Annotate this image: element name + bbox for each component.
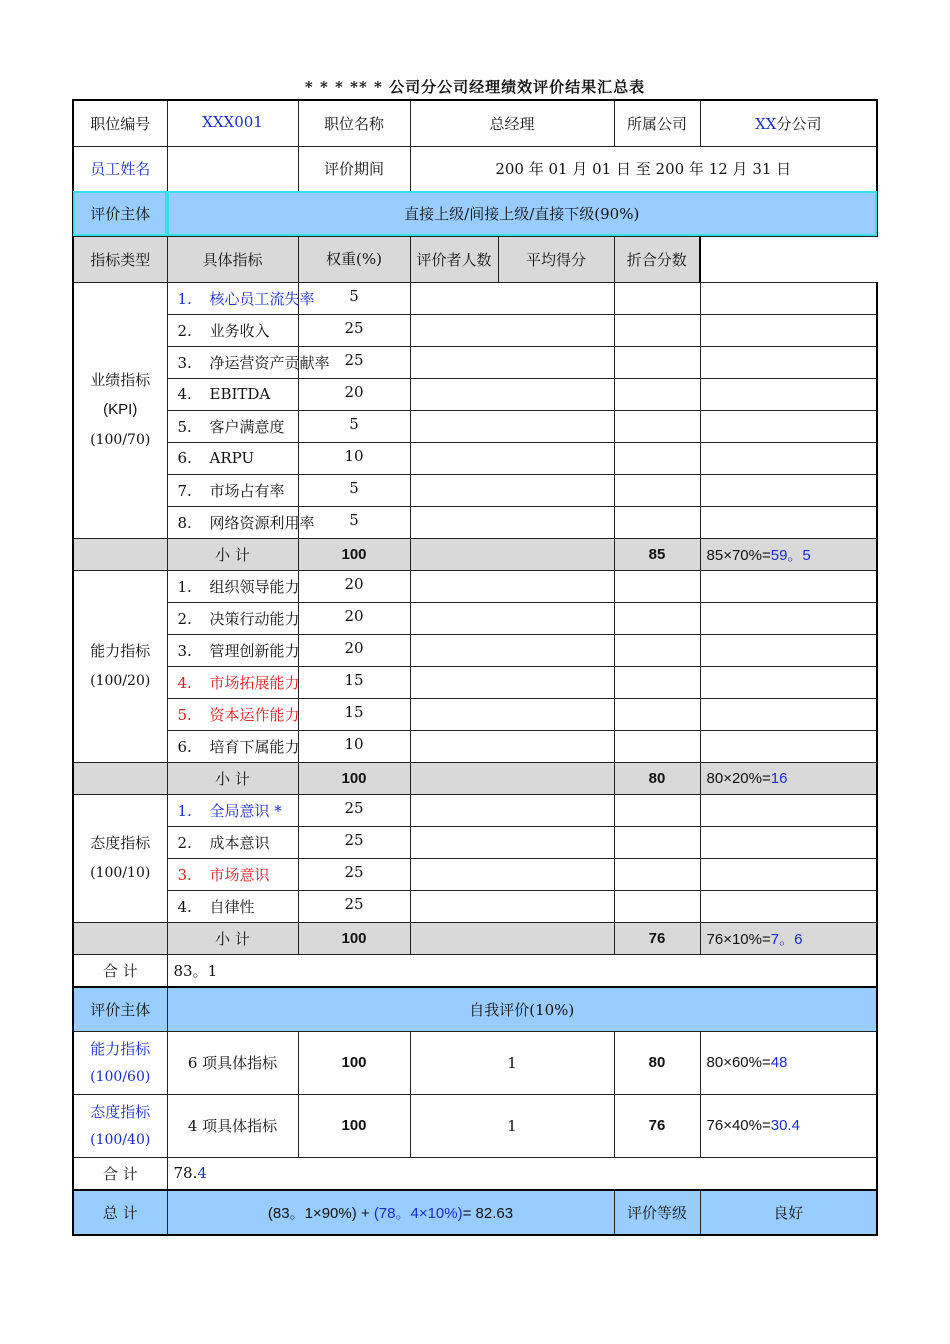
kpi-indicator bbox=[167, 378, 298, 410]
grand-formula-b: (78。4×10%) bbox=[373, 1205, 463, 1222]
company-value-suffix: 分公司 bbox=[776, 114, 822, 133]
column-header-row bbox=[73, 236, 877, 282]
kpi-avg bbox=[614, 506, 700, 538]
ability-raters bbox=[410, 570, 614, 602]
total1-row bbox=[73, 954, 877, 987]
ability-avg bbox=[614, 634, 700, 666]
attitude-avg bbox=[614, 890, 700, 922]
document-title: * * * ** * 公司分公司经理绩效评价结果汇总表 bbox=[304, 78, 646, 96]
section1-subject-label: 评价主体 bbox=[73, 191, 167, 236]
col-weight: 权重(%) bbox=[298, 236, 410, 282]
attitude-subtotal-blank bbox=[73, 922, 167, 954]
kpi-indicator bbox=[167, 314, 298, 346]
kpi-subtotal-result: 59。5 bbox=[770, 546, 811, 564]
kpi-converted bbox=[700, 282, 877, 314]
attitude-subtotal-formula: 76×10%= bbox=[706, 930, 771, 948]
grand-formula-a: (83。1×90%) + bbox=[267, 1205, 374, 1222]
kpi-converted bbox=[700, 346, 877, 378]
attitude-subtotal-row bbox=[73, 922, 877, 954]
kpi-subtotal-blank bbox=[73, 538, 167, 570]
kpi-row bbox=[73, 506, 877, 538]
attitude-indicator-number: 4. bbox=[177, 897, 192, 916]
ability-row bbox=[73, 666, 877, 698]
kpi-indicator-name: 业务收入 bbox=[209, 321, 270, 340]
ability-indicator-number: 5. bbox=[177, 705, 192, 724]
kpi-indicator-name: 客户满意度 bbox=[209, 417, 285, 436]
self-eval-row bbox=[73, 1094, 877, 1157]
employee-name-value bbox=[167, 146, 298, 191]
ability-weight: 10 bbox=[298, 730, 410, 762]
ability-weight: 15 bbox=[298, 666, 410, 698]
ability-indicator-number: 1. bbox=[177, 577, 192, 596]
company-value-prefix: XX bbox=[755, 114, 777, 133]
ability-raters bbox=[410, 602, 614, 634]
self-result: 30.4 bbox=[770, 1117, 800, 1134]
attitude-indicator-number: 1. bbox=[177, 801, 192, 820]
ability-indicator-name: 资本运作能力 bbox=[209, 705, 300, 724]
self-eval-row bbox=[73, 1031, 877, 1094]
attitude-subtotal-avg: 76 bbox=[614, 922, 700, 954]
attitude-row bbox=[73, 826, 877, 858]
ability-row bbox=[73, 698, 877, 730]
self-desc: 6 项具体指标 bbox=[167, 1031, 298, 1094]
self-desc: 4 项具体指标 bbox=[167, 1094, 298, 1157]
kpi-weight: 5 bbox=[298, 282, 410, 314]
kpi-avg bbox=[614, 442, 700, 474]
attitude-indicator-name: 全局意识 * bbox=[209, 801, 282, 820]
total2-label: 合 计 bbox=[73, 1157, 167, 1190]
self-avg: 76 bbox=[614, 1094, 700, 1157]
kpi-weight: 25 bbox=[298, 346, 410, 378]
kpi-type-cell bbox=[73, 282, 167, 538]
attitude-raters bbox=[410, 890, 614, 922]
attitude-row bbox=[73, 794, 877, 826]
ability-subtotal-blank bbox=[73, 762, 167, 794]
attitude-indicator-name: 成本意识 bbox=[209, 833, 270, 852]
kpi-indicator-number: 2. bbox=[177, 321, 192, 340]
attitude-type-ratio: (100/10) bbox=[90, 865, 151, 881]
attitude-subtotal-result: 7。6 bbox=[770, 930, 803, 948]
ability-indicator-name: 培育下属能力 bbox=[209, 737, 300, 756]
kpi-converted bbox=[700, 410, 877, 442]
ability-row bbox=[73, 634, 877, 666]
kpi-type-ratio: (100/70) bbox=[90, 432, 151, 448]
attitude-indicator-name: 自律性 bbox=[209, 897, 255, 916]
self-type-name: 能力指标 bbox=[90, 1039, 151, 1058]
grand-formula-c: = 82.63 bbox=[462, 1205, 514, 1222]
kpi-indicator-name: ARPU bbox=[209, 449, 255, 467]
attitude-avg bbox=[614, 826, 700, 858]
ability-subtotal-converted bbox=[700, 762, 877, 794]
kpi-weight: 5 bbox=[298, 410, 410, 442]
grand-total-label: 总 计 bbox=[73, 1190, 167, 1235]
kpi-subtotal-row bbox=[73, 538, 877, 570]
attitude-row bbox=[73, 858, 877, 890]
attitude-converted bbox=[700, 858, 877, 890]
kpi-indicator-number: 7. bbox=[177, 481, 192, 500]
kpi-raters bbox=[410, 378, 614, 410]
kpi-indicator-name: EBITDA bbox=[209, 385, 271, 403]
self-formula: 80×60%= bbox=[706, 1054, 771, 1071]
ability-indicator bbox=[167, 634, 298, 666]
ability-converted bbox=[700, 666, 877, 698]
kpi-row bbox=[73, 378, 877, 410]
kpi-indicator-number: 6. bbox=[177, 449, 192, 467]
attitude-avg bbox=[614, 794, 700, 826]
kpi-indicator-number: 1. bbox=[177, 289, 192, 308]
ability-raters bbox=[410, 666, 614, 698]
kpi-avg bbox=[614, 410, 700, 442]
position-name-label: 职位名称 bbox=[298, 100, 410, 146]
ability-indicator-number: 4. bbox=[177, 673, 192, 692]
self-type-name: 态度指标 bbox=[90, 1102, 151, 1121]
ability-subtotal-row bbox=[73, 762, 877, 794]
section1-subject-row bbox=[73, 191, 877, 236]
section2-subject-row bbox=[73, 987, 877, 1031]
ability-converted bbox=[700, 698, 877, 730]
attitude-converted bbox=[700, 826, 877, 858]
kpi-weight: 20 bbox=[298, 378, 410, 410]
ability-row bbox=[73, 730, 877, 762]
ability-indicator bbox=[167, 602, 298, 634]
total2-value-suffix: 4 bbox=[197, 1164, 207, 1183]
total1-label: 合 计 bbox=[73, 954, 167, 987]
kpi-row bbox=[73, 282, 877, 314]
total2-value-prefix: 78. bbox=[173, 1164, 198, 1183]
ability-raters bbox=[410, 634, 614, 666]
kpi-indicator-number: 3. bbox=[177, 353, 192, 372]
section1-subject-value: 直接上级/间接上级/直接下级(90%) bbox=[167, 191, 877, 236]
kpi-row bbox=[73, 346, 877, 378]
attitude-converted bbox=[700, 890, 877, 922]
kpi-type-name: 业绩指标 bbox=[90, 371, 151, 389]
attitude-raters bbox=[410, 794, 614, 826]
kpi-weight: 5 bbox=[298, 474, 410, 506]
ability-indicator-name: 决策行动能力 bbox=[209, 609, 300, 628]
kpi-indicator bbox=[167, 410, 298, 442]
attitude-row bbox=[73, 890, 877, 922]
ability-section bbox=[73, 570, 877, 762]
col-raters: 评价者人数 bbox=[410, 236, 498, 282]
ability-subtotal-formula: 80×20%= bbox=[706, 769, 771, 787]
self-weight: 100 bbox=[298, 1094, 410, 1157]
attitude-indicator-number: 3. bbox=[177, 865, 192, 884]
kpi-indicator-name: 市场占有率 bbox=[209, 481, 285, 500]
attitude-weight: 25 bbox=[298, 890, 410, 922]
self-raters: 1 bbox=[410, 1094, 614, 1157]
ability-row bbox=[73, 570, 877, 602]
ability-indicator bbox=[167, 666, 298, 698]
kpi-subtotal-formula: 85×70%= bbox=[706, 546, 771, 564]
kpi-converted bbox=[700, 442, 877, 474]
attitude-indicator bbox=[167, 826, 298, 858]
ability-avg bbox=[614, 666, 700, 698]
kpi-subtotal-avg: 85 bbox=[614, 538, 700, 570]
kpi-indicator bbox=[167, 282, 315, 314]
ability-subtotal-raters bbox=[410, 762, 614, 794]
kpi-row bbox=[73, 314, 877, 346]
kpi-subtotal-converted bbox=[700, 538, 877, 570]
ability-avg bbox=[614, 698, 700, 730]
section2-subject-label: 评价主体 bbox=[73, 987, 167, 1031]
self-avg: 80 bbox=[614, 1031, 700, 1094]
company-value bbox=[700, 100, 877, 146]
attitude-indicator-name: 市场意识 bbox=[209, 865, 270, 884]
total2-row bbox=[73, 1157, 877, 1190]
ability-weight: 20 bbox=[298, 570, 410, 602]
attitude-indicator bbox=[167, 858, 298, 890]
kpi-row bbox=[73, 474, 877, 506]
kpi-weight: 5 bbox=[298, 506, 410, 538]
kpi-indicator-number: 8. bbox=[177, 513, 192, 532]
attitude-weight: 25 bbox=[298, 826, 410, 858]
kpi-type-sub: (KPI) bbox=[103, 401, 138, 418]
kpi-indicator-name: 净运营资产贡献率 bbox=[209, 353, 330, 372]
ability-row bbox=[73, 602, 877, 634]
attitude-section bbox=[73, 794, 877, 922]
ability-avg bbox=[614, 602, 700, 634]
self-type-cell bbox=[73, 1094, 167, 1157]
attitude-avg bbox=[614, 858, 700, 890]
kpi-subtotal-raters bbox=[410, 538, 614, 570]
attitude-subtotal-converted bbox=[700, 922, 877, 954]
kpi-section bbox=[73, 282, 877, 538]
position-code-label: 职位编号 bbox=[73, 100, 167, 146]
col-converted: 折合分数 bbox=[614, 236, 700, 282]
position-name-value: 总经理 bbox=[410, 100, 614, 146]
ability-converted bbox=[700, 634, 877, 666]
self-result: 48 bbox=[770, 1054, 788, 1071]
ability-converted bbox=[700, 730, 877, 762]
col-indicator: 具体指标 bbox=[167, 236, 298, 282]
kpi-raters bbox=[410, 474, 614, 506]
kpi-indicator bbox=[167, 442, 298, 474]
period-label: 评价期间 bbox=[298, 146, 410, 191]
self-converted bbox=[700, 1094, 877, 1157]
ability-type-cell bbox=[73, 570, 167, 762]
kpi-indicator-number: 4. bbox=[177, 385, 192, 403]
attitude-raters bbox=[410, 826, 614, 858]
kpi-raters bbox=[410, 410, 614, 442]
total1-value: 83。1 bbox=[167, 954, 877, 987]
kpi-avg bbox=[614, 346, 700, 378]
col-avg: 平均得分 bbox=[498, 236, 614, 282]
attitude-type-cell bbox=[73, 794, 167, 922]
kpi-indicator-number: 5. bbox=[177, 417, 192, 436]
self-weight: 100 bbox=[298, 1031, 410, 1094]
self-type-ratio: (100/40) bbox=[90, 1131, 151, 1148]
kpi-subtotal-label: 小 计 bbox=[167, 538, 298, 570]
period-value: 200 年 01 月 01 日 至 200 年 12 月 31 日 bbox=[410, 146, 877, 191]
total2-value bbox=[167, 1157, 877, 1190]
ability-raters bbox=[410, 730, 614, 762]
kpi-row bbox=[73, 442, 877, 474]
kpi-indicator bbox=[167, 474, 298, 506]
attitude-indicator-number: 2. bbox=[177, 833, 192, 852]
employee-name-label: 员工姓名 bbox=[73, 146, 167, 191]
attitude-weight: 25 bbox=[298, 858, 410, 890]
ability-raters bbox=[410, 698, 614, 730]
ability-subtotal-weight: 100 bbox=[298, 762, 410, 794]
self-eval-section bbox=[73, 1031, 877, 1157]
kpi-converted bbox=[700, 378, 877, 410]
kpi-indicator bbox=[167, 346, 330, 378]
ability-avg bbox=[614, 570, 700, 602]
ability-subtotal-result: 16 bbox=[770, 769, 788, 787]
ability-indicator-name: 管理创新能力 bbox=[209, 641, 300, 660]
company-label: 所属公司 bbox=[614, 100, 700, 146]
kpi-avg bbox=[614, 474, 700, 506]
ability-indicator-name: 市场拓展能力 bbox=[209, 673, 300, 692]
attitude-subtotal-raters bbox=[410, 922, 614, 954]
ability-indicator bbox=[167, 570, 298, 602]
kpi-subtotal-weight: 100 bbox=[298, 538, 410, 570]
col-type: 指标类型 bbox=[73, 236, 167, 282]
attitude-subtotal-weight: 100 bbox=[298, 922, 410, 954]
kpi-indicator-name: 网络资源利用率 bbox=[209, 513, 315, 532]
ability-indicator bbox=[167, 730, 298, 762]
self-type-ratio: (100/60) bbox=[90, 1068, 151, 1085]
kpi-weight: 10 bbox=[298, 442, 410, 474]
ability-indicator-number: 6. bbox=[177, 737, 192, 756]
ability-converted bbox=[700, 570, 877, 602]
ability-indicator-number: 3. bbox=[177, 641, 192, 660]
section2-subject-value: 自我评价(10%) bbox=[167, 987, 877, 1031]
kpi-indicator-name: 核心员工流失率 bbox=[209, 289, 315, 308]
ability-weight: 20 bbox=[298, 634, 410, 666]
attitude-raters bbox=[410, 858, 614, 890]
header-row-2 bbox=[73, 146, 877, 191]
kpi-converted bbox=[700, 506, 877, 538]
attitude-subtotal-label: 小 计 bbox=[167, 922, 298, 954]
ability-type-name: 能力指标 bbox=[90, 642, 151, 660]
ability-weight: 15 bbox=[298, 698, 410, 730]
kpi-raters bbox=[410, 506, 614, 538]
kpi-raters bbox=[410, 346, 614, 378]
kpi-avg bbox=[614, 378, 700, 410]
self-raters: 1 bbox=[410, 1031, 614, 1094]
kpi-avg bbox=[614, 314, 700, 346]
ability-indicator-name: 组织领导能力 bbox=[209, 577, 300, 596]
ability-avg bbox=[614, 730, 700, 762]
grand-total-row bbox=[73, 1190, 877, 1235]
kpi-weight: 25 bbox=[298, 314, 410, 346]
kpi-converted bbox=[700, 474, 877, 506]
ability-converted bbox=[700, 602, 877, 634]
kpi-raters bbox=[410, 282, 614, 314]
ability-indicator bbox=[167, 698, 298, 730]
grade-value: 良好 bbox=[700, 1190, 877, 1235]
kpi-converted bbox=[700, 314, 877, 346]
evaluation-table bbox=[72, 99, 878, 1236]
kpi-raters bbox=[410, 442, 614, 474]
position-code-value: XXX001 bbox=[167, 100, 298, 146]
attitude-type-name: 态度指标 bbox=[90, 834, 151, 852]
ability-subtotal-label: 小 计 bbox=[167, 762, 298, 794]
header-row-1 bbox=[73, 100, 877, 146]
attitude-weight: 25 bbox=[298, 794, 410, 826]
kpi-row bbox=[73, 410, 877, 442]
ability-indicator-number: 2. bbox=[177, 609, 192, 628]
attitude-indicator bbox=[167, 890, 298, 922]
attitude-indicator bbox=[167, 794, 298, 826]
kpi-avg bbox=[614, 282, 700, 314]
self-type-cell bbox=[73, 1031, 167, 1094]
ability-subtotal-avg: 80 bbox=[614, 762, 700, 794]
grand-total-formula bbox=[167, 1190, 614, 1235]
self-converted bbox=[700, 1031, 877, 1094]
kpi-raters bbox=[410, 314, 614, 346]
self-formula: 76×40%= bbox=[706, 1117, 771, 1134]
attitude-converted bbox=[700, 794, 877, 826]
ability-weight: 20 bbox=[298, 602, 410, 634]
grade-label: 评价等级 bbox=[614, 1190, 700, 1235]
kpi-indicator bbox=[167, 506, 315, 538]
ability-type-ratio: (100/20) bbox=[90, 673, 151, 689]
